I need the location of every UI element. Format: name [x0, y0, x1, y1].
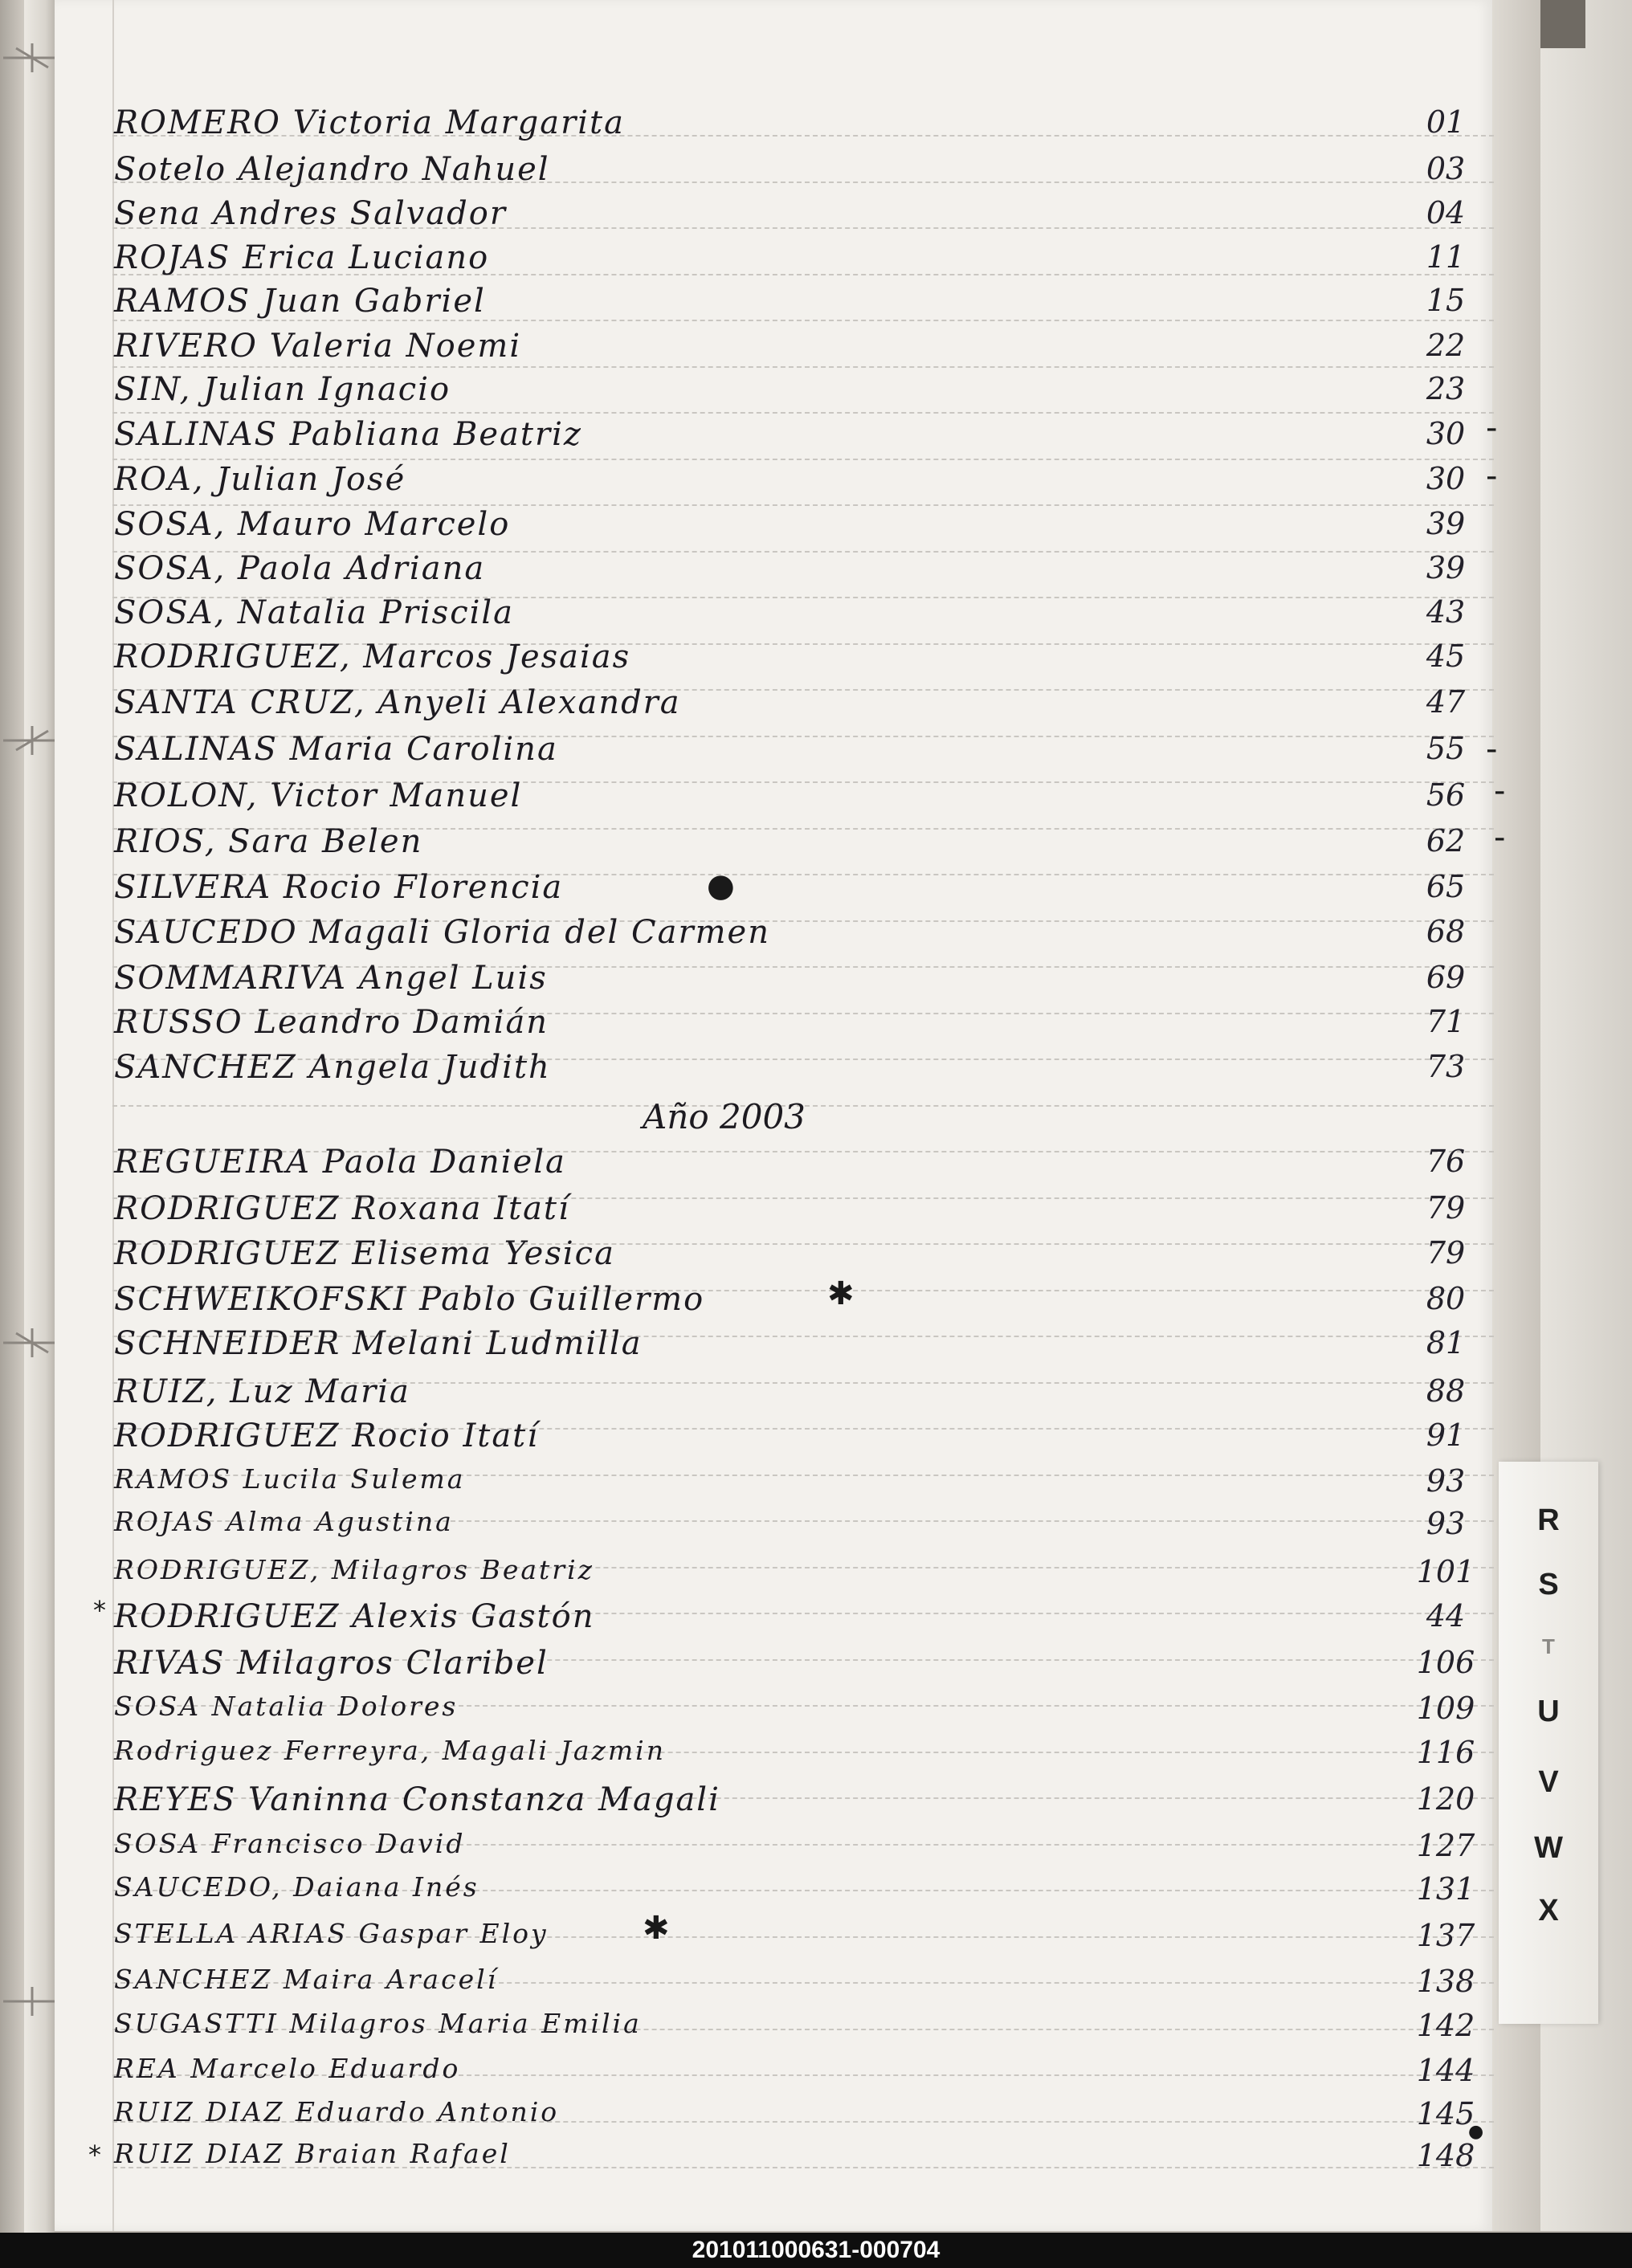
- entry-name: RODRIGUEZ Elisema Yesica: [114, 1235, 615, 1272]
- entry-number: 65: [1426, 869, 1466, 904]
- entry-number: 138: [1416, 1964, 1475, 1999]
- entry-number: 145: [1416, 2096, 1475, 2131]
- entry-number: 01: [1426, 104, 1466, 140]
- entry-number: 93: [1426, 1463, 1466, 1499]
- entry-number: 30: [1426, 461, 1466, 496]
- entry-name: RAMOS Lucila Sulema: [114, 1463, 466, 1495]
- entry-name: SAUCEDO Magali Gloria del Carmen: [114, 914, 770, 951]
- entry-number: 73: [1426, 1049, 1466, 1084]
- entry-name: RUIZ, Luz Maria: [114, 1373, 410, 1410]
- dot-mark: ●: [1468, 2122, 1484, 2142]
- entry-number: 23: [1426, 371, 1466, 406]
- entry-name: ROMERO Victoria Margarita: [114, 104, 625, 141]
- asterisk-mark: *: [88, 2140, 101, 2170]
- alphabet-index-tabs: [1499, 1462, 1598, 2024]
- dash-mark: -: [1486, 410, 1498, 447]
- entry-name: SOMMARIVA Angel Luis: [114, 960, 548, 997]
- entry-number: 131: [1416, 1871, 1475, 1907]
- entry-name: SANTA CRUZ, Anyeli Alexandra: [114, 684, 681, 721]
- ruled-line: [112, 459, 1494, 460]
- index-letter-v: V: [1538, 1765, 1559, 1799]
- entry-number: 44: [1426, 1598, 1466, 1634]
- entry-number: 148: [1416, 2138, 1475, 2173]
- entry-number: 69: [1426, 960, 1466, 995]
- entry-number: 71: [1426, 1004, 1466, 1039]
- entry-number: 93: [1426, 1506, 1466, 1541]
- entry-name: SALINAS Pabliana Beatriz: [114, 416, 582, 453]
- entry-number: 137: [1416, 1918, 1475, 1953]
- entry-number: 109: [1416, 1691, 1475, 1726]
- entry-name: SANCHEZ Maira Aracelí: [114, 1964, 499, 1995]
- asterisk-mark: *: [93, 1595, 106, 1626]
- entry-name: RIVERO Valeria Noemi: [114, 328, 522, 365]
- entry-name: REYES Vaninna Constanza Magali: [114, 1781, 720, 1818]
- entry-number: 120: [1416, 1781, 1475, 1817]
- index-letter-u: U: [1537, 1695, 1560, 1728]
- entry-number: 127: [1416, 1828, 1475, 1863]
- background-margin: [0, 0, 24, 2233]
- ruled-line: [112, 366, 1494, 368]
- entry-number: 43: [1426, 594, 1466, 630]
- dash-mark: -: [1486, 458, 1498, 495]
- index-letter-r: R: [1537, 1503, 1560, 1537]
- book-spine: [24, 0, 55, 2233]
- entry-name: RODRIGUEZ Roxana Itatí: [114, 1190, 570, 1227]
- entry-number: 22: [1426, 328, 1466, 363]
- asterisk-mark: ✱: [643, 1910, 670, 1947]
- dash-mark: -: [1494, 773, 1506, 810]
- entry-number: 56: [1426, 777, 1466, 813]
- entry-number: 39: [1426, 550, 1466, 585]
- entry-name: SOSA Natalia Dolores: [114, 1691, 459, 1722]
- entry-name: RUIZ DIAZ Braian Rafael: [114, 2138, 511, 2169]
- index-letter-s: S: [1538, 1568, 1559, 1601]
- entry-number: 116: [1416, 1735, 1475, 1770]
- entry-number: 79: [1426, 1190, 1466, 1226]
- entry-name: REA Marcelo Eduardo: [114, 2053, 461, 2084]
- entry-number: 106: [1416, 1645, 1475, 1680]
- ruled-line: [112, 412, 1494, 414]
- entry-name: RODRIGUEZ Alexis Gastón: [114, 1598, 595, 1635]
- index-letter-t: T: [1542, 1634, 1555, 1658]
- entry-name: RODRIGUEZ Rocio Itatí: [114, 1418, 540, 1454]
- entry-name: SOSA, Paola Adriana: [114, 550, 486, 587]
- entry-number: 68: [1426, 914, 1466, 949]
- entry-name: SUGASTTI Milagros Maria Emilia: [114, 2008, 642, 2039]
- ruled-line: [112, 320, 1494, 321]
- entry-number: 30: [1426, 416, 1466, 451]
- dash-mark: -: [1494, 819, 1506, 856]
- entry-number: 62: [1426, 823, 1466, 859]
- entry-name: SAUCEDO, Daiana Inés: [114, 1871, 479, 1903]
- index-letter-w: W: [1534, 1831, 1563, 1865]
- entry-number: 81: [1426, 1325, 1466, 1360]
- entry-number: 39: [1426, 506, 1466, 541]
- entry-name: SOSA, Natalia Priscila: [114, 594, 515, 631]
- entry-name: STELLA ARIAS Gaspar Eloy: [114, 1918, 549, 1949]
- entry-number: 101: [1416, 1554, 1475, 1589]
- entry-name: SCHWEIKOFSKI Pablo Guillermo: [114, 1281, 705, 1318]
- entry-name: ROJAS Erica Luciano: [114, 239, 490, 276]
- entry-name: SOSA, Mauro Marcelo: [114, 506, 511, 543]
- entry-name: Sotelo Alejandro Nahuel: [114, 151, 550, 188]
- entry-name: RUIZ DIAZ Eduardo Antonio: [114, 2096, 560, 2127]
- entry-number: 80: [1426, 1281, 1466, 1316]
- entry-number: 11: [1426, 239, 1466, 275]
- entry-name: SALINAS Maria Carolina: [114, 731, 558, 768]
- entry-number: 91: [1426, 1418, 1466, 1453]
- entry-name: Rodriguez Ferreyra, Magali Jazmin: [114, 1735, 666, 1766]
- entry-name: RODRIGUEZ, Milagros Beatriz: [114, 1554, 595, 1585]
- entry-number: 142: [1416, 2008, 1475, 2043]
- entry-number: 45: [1426, 638, 1466, 674]
- entry-number: 88: [1426, 1373, 1466, 1409]
- year-heading: Año 2003: [643, 1097, 806, 1136]
- entry-name: RAMOS Juan Gabriel: [114, 283, 486, 320]
- entry-name: REGUEIRA Paola Daniela: [114, 1144, 566, 1181]
- entry-name: SCHNEIDER Melani Ludmilla: [114, 1325, 643, 1362]
- cover-corner: [1540, 0, 1585, 48]
- entry-number: 144: [1416, 2053, 1475, 2088]
- entry-name: RUSSO Leandro Damián: [114, 1004, 549, 1041]
- entry-number: 03: [1426, 151, 1466, 186]
- entry-number: 76: [1426, 1144, 1466, 1179]
- entry-number: 15: [1426, 283, 1466, 318]
- index-letter-x: X: [1538, 1894, 1559, 1927]
- entry-name: SOSA Francisco David: [114, 1828, 466, 1859]
- entry-number: 79: [1426, 1235, 1466, 1271]
- entry-name: ROLON, Victor Manuel: [114, 777, 523, 814]
- footer-id: 201011000631-000704: [0, 2233, 1632, 2268]
- entry-name: SIN, Julian Ignacio: [114, 371, 451, 408]
- asterisk-mark: ✱: [827, 1275, 855, 1312]
- dash-mark: -: [1486, 731, 1498, 768]
- entry-name: SILVERA Rocio Florencia: [114, 869, 564, 906]
- entry-name: RIVAS Milagros Claribel: [114, 1645, 549, 1682]
- entry-name: RODRIGUEZ, Marcos Jesaias: [114, 638, 631, 675]
- entry-number: 47: [1426, 684, 1466, 720]
- entry-name: RIOS, Sara Belen: [114, 823, 423, 860]
- entry-name: ROA, Julian José: [114, 461, 406, 498]
- entry-name: ROJAS Alma Agustina: [114, 1506, 454, 1537]
- entry-name: Sena Andres Salvador: [114, 195, 507, 232]
- entry-number: 55: [1426, 731, 1466, 766]
- entry-number: 04: [1426, 195, 1466, 230]
- entry-name: SANCHEZ Angela Judith: [114, 1049, 551, 1086]
- ink-blot-mark: ●: [707, 867, 735, 904]
